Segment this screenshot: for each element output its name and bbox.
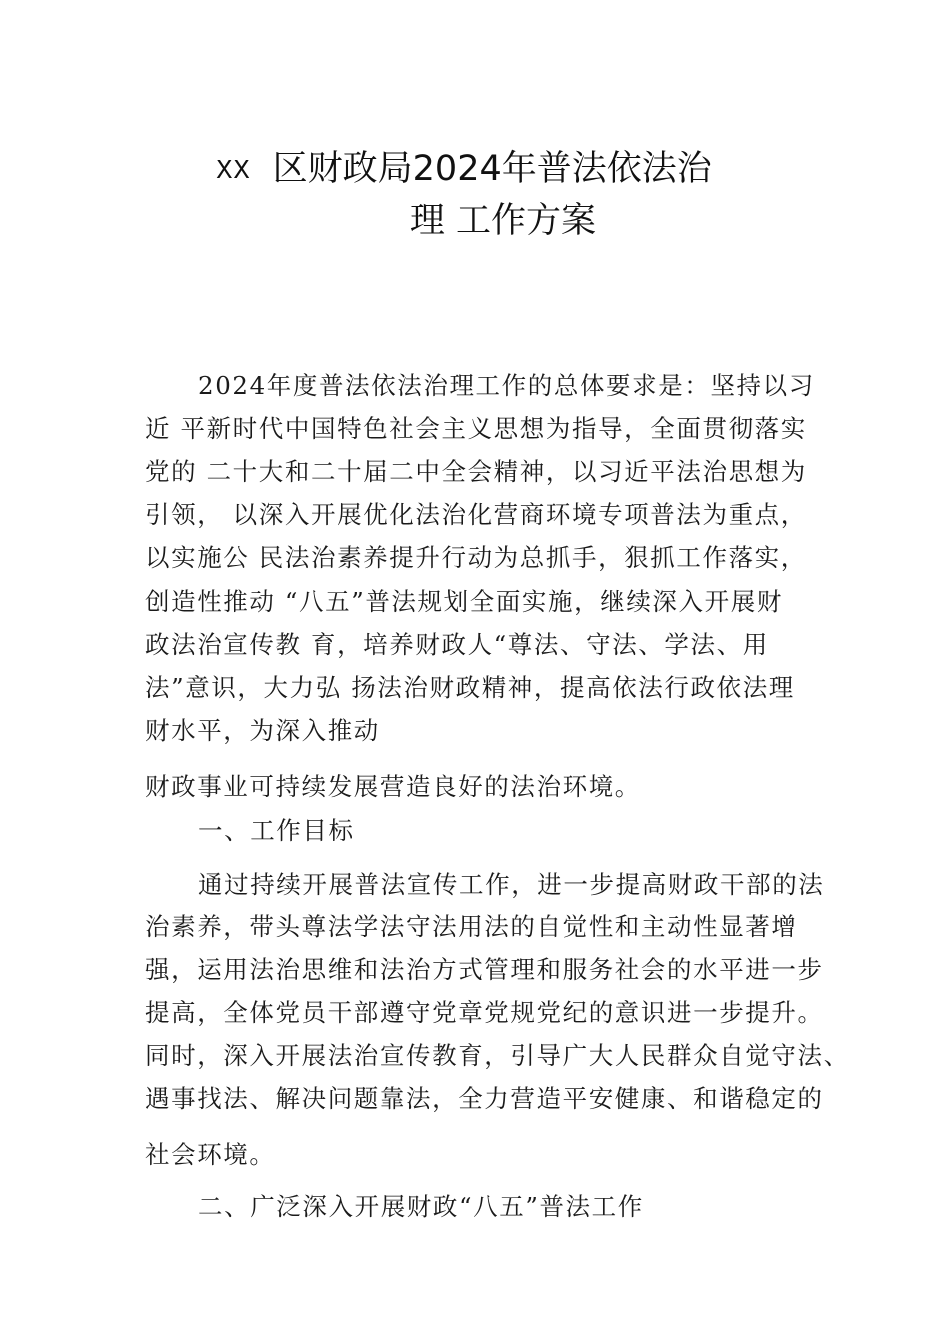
paragraph-1-line: 政法治宣传教 育，培养财政人“尊法、守法、学法、用	[145, 630, 769, 659]
paragraph-2-line: 通过持续开展普法宣传工作，进一步提高财政干部的法	[198, 870, 825, 899]
paragraph-1-tail: 财政事业可持续发展营造良好的法治环境。	[145, 772, 641, 801]
paragraph-1-line: 党的 二十大和二十届二中全会精神，以习近平法治思想为	[145, 457, 807, 486]
paragraph-1-line: 引领， 以深入开展优化法治化营商环境专项普法为重点，	[145, 500, 807, 529]
paragraph-2-line: 强，运用法治思维和法治方式管理和服务社会的水平进一步	[145, 955, 824, 984]
paragraph-1-line: 近 平新时代中国特色社会主义思想为指导，全面贯彻落实	[145, 414, 807, 443]
section-heading-2: 二、广泛深入开展财政“八五”普法工作	[198, 1192, 644, 1221]
section-heading-1: 一、工作目标	[198, 816, 355, 845]
paragraph-1-line: 财水平，为深入推动	[145, 716, 380, 745]
document-title-line-1	[0, 141, 939, 191]
title-prefix: XX	[216, 157, 251, 187]
paragraph-1-line: 法”意识，大力弘 扬法治财政精神，提高依法行政依法理	[145, 673, 795, 702]
paragraph-1-line: 以实施公 民法治素养提升行动为总抓手，狠抓工作落实，	[145, 543, 807, 572]
title-text-1: 区财政局2024年普法依法治	[272, 149, 712, 189]
paragraph-1-line: 2024年度普法依法治理工作的总体要求是：坚持以习	[198, 371, 815, 400]
paragraph-2-line: 提高，全体党员干部遵守党章党规党纪的意识进一步提升。	[145, 998, 824, 1027]
paragraph-2-line: 遇事找法、解决问题靠法，全力营造平安健康、和谐稳定的	[145, 1084, 824, 1113]
paragraph-2-line: 社会环境。	[145, 1140, 276, 1169]
paragraph-2-line: 同时，深入开展法治宣传教育，引导广大人民群众自觉守法、	[145, 1041, 850, 1070]
paragraph-2-line: 治素养，带头尊法学法守法用法的自觉性和主动性显著增	[145, 912, 798, 941]
document-title-line-2: 理 工作方案	[409, 201, 597, 241]
paragraph-1-line: 创造性推动 “八五”普法规划全面实施，继续深入开展财	[145, 587, 783, 616]
